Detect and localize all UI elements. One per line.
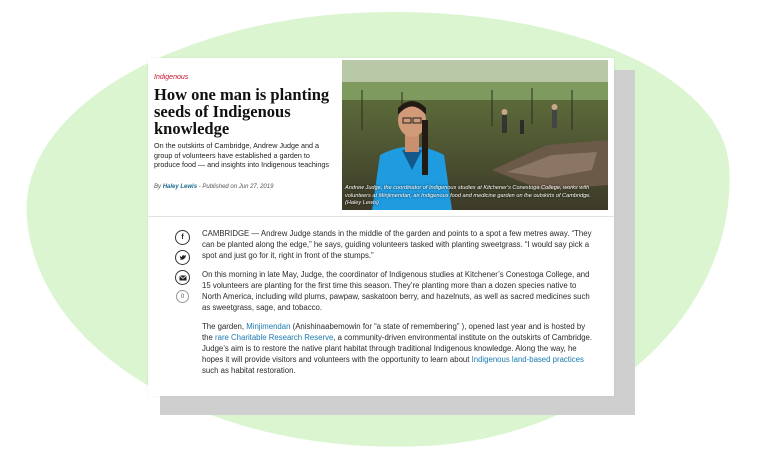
published-date: - Published on Jun 27, 2019 xyxy=(198,184,274,190)
byline-prefix: By xyxy=(154,184,162,190)
photo-caption: Andrew Judge, the coordinator of Indigenous studies at Kitchener's Conestoga College, works with volunteers at Minjimendan, an Indigenous food and medicine garden on the outskirts of Cambridge. (Haley Lewis) xyxy=(345,185,591,207)
facebook-icon[interactable]: f xyxy=(175,230,190,245)
article-body xyxy=(202,228,594,384)
p3-text-a: The garden, xyxy=(202,322,247,331)
comment-count-icon[interactable]: 0 xyxy=(176,290,189,303)
minjimendan-link[interactable]: Minjimendan xyxy=(246,322,291,331)
byline xyxy=(154,184,273,190)
email-icon[interactable] xyxy=(175,270,190,285)
article-card xyxy=(148,58,614,396)
divider xyxy=(148,216,614,217)
paragraph-3 xyxy=(202,321,594,376)
rare-reserve-link[interactable]: rare Charitable Research Reserve xyxy=(215,333,334,342)
twitter-icon[interactable] xyxy=(175,250,190,265)
paragraph-1: CAMBRIDGE — Andrew Judge stands in the middle of the garden and points to a spot a few metres away. “They can be planted along the edge,” he says, guiding volunteers tasked with planting sweetgrass. “I would say pick a spot and just go for it, right in front of the stumps.” xyxy=(202,229,592,260)
author-link[interactable]: Haley Lewis xyxy=(162,184,198,190)
article-photo xyxy=(342,60,608,210)
section-label[interactable]: Indigenous xyxy=(154,74,189,81)
p3-text-d: such as habitat restoration. xyxy=(202,366,296,375)
article-dek: On the outskirts of Cambridge, Andrew Judge and a group of volunteers have established a garden to produce food — and insights into Indigenous teachings xyxy=(154,141,330,170)
article-headline: How one man is planting seeds of Indigenous knowledge xyxy=(154,85,330,138)
p3-text-c: , a community-driven environmental institute on the outskirts of Cambridge. Judge’s aim is to restore the native plant habitat through traditional Indigenous knowledge. Along the way, he hopes it will provide visitors and volunteers with the opportunity to learn about xyxy=(202,333,593,364)
land-based-practices-link[interactable]: Indigenous land-based practices xyxy=(471,355,584,364)
paragraph-2: On this morning in late May, Judge, the coordinator of Indigenous studies at Kitchener’s Conestoga College, and 15 volunteers are planting for the first time this season. They’re planting more than a dozen species native to North America, including wild plums, pawpaw, saskatoon berry, and hazelnuts, as well as sacred medicines such as sweetgrass, sage, and tobacco. xyxy=(202,270,590,312)
p3-text-b: (Anishinaabemowin for “a state of remembering” ), opened last year and is hosted by the xyxy=(202,322,586,342)
share-bar xyxy=(175,230,190,303)
